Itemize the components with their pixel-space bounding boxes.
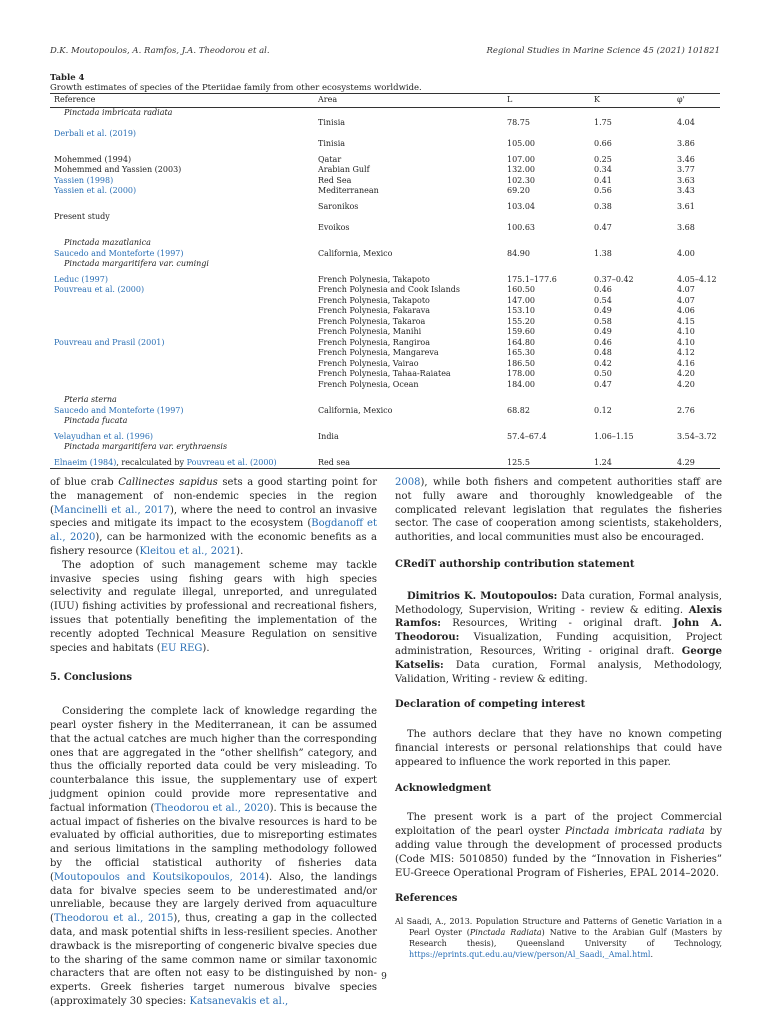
growth-table-wrapper — [50, 93, 720, 469]
cell-L: 186.50 — [507, 358, 535, 368]
cell-area: Red Sea — [318, 175, 352, 185]
cell-area: French Polynesia, Mangareva — [318, 348, 439, 357]
cell-L: 132.00 — [507, 165, 535, 174]
cell-reference — [50, 118, 314, 129]
species-name: Pinctada imbricata radiata — [64, 107, 173, 117]
cell-phi: 4.10 — [677, 337, 695, 347]
cell-phi: 4.04 — [677, 118, 695, 127]
cell-L: 84.90 — [507, 248, 530, 258]
paragraph: Considering the complete lack of knowledge regarding the pearl oyster fishery in the Mediterranean, it can be assumed that the actual catches are much higher than the corresponding ones that are aggregated in the “other shellfish” category, and thus the officially reported data could be very misleading. To counterbalance this issue, the supplementary use of expert judgment opinion could provide more representative and factual information (Theodorou et al., 2020). This is because the actual impact of fisheries on the bivalve resources is hard to be evaluated by official authorities, due to misreporting estimates and serious limitations in the sampling methodology followed by the official statistical authority of fisheries data (Moutopoulos and Koutsikopoulos, 2014). Also, the landings data for bivalve species seem to be underestimated and/or unreliable, because they are largely derived from aquaculture (Theodorou et al., 2015), thus, creating a gap in the collected data, and mask potential shifts in less-resilient species. Another drawback is the misreporting of congeneric bivalve species due to the sharing of the same common name or similar taxonomic characters that are often not easy to be distinguished by non-experts. Greek fisheries target numerous bivalve species (approximately 30 species: Katsanevakis et al., — [50, 706, 378, 1007]
section-heading-conclusions: 5. Conclusions — [50, 672, 132, 684]
cell-L — [503, 129, 590, 140]
cell-K: 0.34 — [594, 165, 612, 174]
table-label: Table 4 — [50, 73, 85, 83]
cell-phi — [673, 212, 720, 223]
cell-phi: 4.20 — [677, 369, 695, 378]
cell-phi: 3.54–3.72 — [677, 431, 717, 441]
cell-reference: Mohemmed (1994) — [54, 154, 132, 164]
cell-reference — [50, 380, 314, 391]
cell-K — [590, 129, 673, 140]
cell-reference[interactable]: Pouvreau et al. (2000) — [54, 285, 145, 294]
cell-reference[interactable]: Saucedo and Monteforte (1997) — [54, 405, 184, 415]
cell-area: French Polynesia, Fakarava — [318, 306, 431, 315]
cell-area: India — [318, 431, 339, 441]
cell-area: French Polynesia, Tahaa-Raiatea — [318, 369, 451, 378]
cell-K: 1.75 — [594, 118, 612, 127]
cell-reference — [50, 348, 314, 359]
cell-area: French Polynesia, Takaroa — [318, 316, 426, 326]
cell-phi: 4.15 — [677, 316, 695, 326]
section-heading-acknowledgment: Acknowledgment — [395, 782, 492, 794]
table-row — [50, 327, 720, 338]
cell-K: 0.50 — [594, 369, 612, 378]
cell-L: 164.80 — [507, 337, 535, 347]
cell-L: 178.00 — [507, 369, 535, 378]
table-species-row — [50, 416, 720, 427]
cell-reference: Mohemmed and Yassien (2003) — [54, 165, 182, 174]
cell-K: 0.25 — [594, 154, 612, 164]
cell-area: Red sea — [314, 458, 503, 469]
citation-link[interactable]: Kleitou et al., 2021 — [139, 545, 237, 557]
cell-K: 0.48 — [594, 348, 612, 357]
table-row — [50, 338, 720, 349]
cell-L: 153.10 — [507, 306, 535, 315]
cell-area: French Polynesia and Cook Islands — [318, 285, 460, 294]
cell-area: California, Mexico — [318, 405, 393, 415]
cell-K: 0.12 — [594, 405, 612, 415]
cell-reference — [50, 202, 314, 213]
cell-K: 1.24 — [590, 458, 673, 469]
cell-L: 107.00 — [507, 154, 535, 164]
cell-L: 78.75 — [507, 118, 530, 127]
growth-table — [50, 93, 720, 469]
table-row — [50, 432, 720, 443]
cell-area: French Polynesia, Manihi — [318, 327, 422, 336]
table-row — [50, 317, 720, 328]
paragraph: 2008), while both fishers and competent authorities staff are not fully aware and thoroughly knowledgeable of the complicated relevant legislation that regulates the fisheries sector. The case of cooperation among scientists, stakeholders, authorities, and local communities must also be encouraged. — [395, 477, 722, 544]
cell-phi: 4.06 — [677, 306, 695, 315]
cell-phi: 4.12 — [677, 348, 695, 357]
table-row — [50, 275, 720, 286]
cell-phi: 4.29 — [673, 458, 720, 469]
running-header-authors: D.K. Moutopoulos, A. Ramfos, J.A. Theodorou et al. — [50, 46, 270, 56]
cell-L: 160.50 — [507, 285, 535, 294]
table-row — [50, 212, 720, 223]
cell-phi: 3.68 — [677, 222, 695, 232]
cell-K: 0.49 — [594, 327, 612, 336]
cell-L: 102.30 — [507, 175, 535, 185]
col-header-reference: Reference — [50, 94, 314, 108]
cell-L: 147.00 — [507, 295, 535, 305]
citation-link[interactable]: Moutopoulos and Koutsikopoulos, 2014 — [53, 871, 266, 883]
species-name: Pinctada margaritifera var. cumingi — [64, 259, 209, 268]
cell-L: 125.5 — [503, 458, 590, 469]
table-header-row — [50, 94, 720, 108]
cell-phi: 4.00 — [677, 248, 695, 258]
table-row — [50, 306, 720, 317]
cell-area: California, Mexico — [318, 248, 393, 258]
citation-link[interactable]: Theodorou et al., 2015 — [53, 913, 174, 925]
cell-K: 0.38 — [594, 201, 612, 211]
table-row — [50, 359, 720, 370]
reference-url-link[interactable]: https://eprints.qut.edu.au/view/person/Al_Saadi,_Amal.html — [409, 950, 651, 960]
table-row — [50, 348, 720, 359]
col-header-L: L — [503, 94, 590, 108]
table-species-row — [50, 107, 720, 118]
reference-entry: Al Saadi, A., 2013. Population Structure and Patterns of Genetic Variation in a Pearl Oyster (Pinctada Radiata) Native to the Arabian Gulf (Masters by Research thesis), Queensland University of Technology, https://eprints.qut.edu.au/view/person/Al_Saadi,_Amal.html. — [395, 917, 722, 960]
table-row — [50, 176, 720, 187]
col-header-area: Area — [314, 94, 503, 108]
cell-L: 105.00 — [507, 139, 535, 148]
cell-L: 159.60 — [507, 327, 535, 336]
table-row — [50, 139, 720, 150]
cell-area: French Polynesia, Rangiroa — [318, 337, 431, 347]
cell-phi: 3.63 — [677, 175, 695, 185]
table-row — [50, 165, 720, 176]
cell-area: Saronikos — [318, 201, 359, 211]
cell-L: 184.00 — [507, 379, 535, 389]
citation-link[interactable]: Theodorou et al., 2020 — [154, 802, 270, 814]
cell-phi: 4.16 — [677, 358, 695, 368]
running-header-journal: Regional Studies in Marine Science 45 (2021) 101821 — [486, 46, 720, 56]
cell-K — [590, 212, 673, 223]
cell-K: 0.49 — [594, 306, 612, 315]
table-row — [50, 458, 720, 469]
col-header-phi: φ' — [673, 94, 720, 108]
citation-link[interactable]: Katsanevakis et al., — [189, 995, 289, 1007]
table-row — [50, 186, 720, 197]
table-species-row — [50, 259, 720, 270]
cell-K: 0.46 — [594, 337, 612, 347]
cell-phi: 4.20 — [677, 379, 695, 389]
cell-K: 0.41 — [594, 175, 612, 185]
cell-L — [503, 212, 590, 223]
citation-link[interactable]: Pouvreau et al. (2000) — [186, 457, 277, 467]
cell-area: French Polynesia, Ocean — [318, 379, 419, 389]
paragraph: The adoption of such management scheme may tackle invasive species using fishing gears with high species selectivity and regulate illegal, unreported, and unregulated (IUU) fishing activities by professional and recreational fishers, issues that potentially benefiting the implementation of the recently adopted Technical Measure Regulation on sensitive species and habitats (EU REG). — [50, 559, 377, 654]
cell-reference — [50, 223, 314, 234]
table-species-row — [50, 395, 720, 406]
cell-reference[interactable] — [50, 458, 314, 469]
col-header-K: K — [590, 94, 673, 108]
cell-L: 175.1–177.6 — [507, 274, 557, 284]
cell-reference — [50, 369, 314, 380]
cell-reference — [50, 317, 314, 328]
cell-area — [314, 212, 503, 223]
cell-L: 57.4–67.4 — [507, 431, 547, 441]
table-row — [50, 223, 720, 234]
citation-link[interactable]: Bogdanoff et al., 2020 — [50, 518, 377, 544]
cell-reference — [50, 306, 314, 317]
species-name: Pteria sterna — [64, 395, 117, 404]
cell-area: Arabian Gulf — [318, 165, 370, 174]
cell-K: 0.46 — [594, 285, 612, 294]
cell-L: 100.63 — [507, 222, 535, 232]
cell-K: 0.47 — [594, 222, 612, 232]
cell-reference — [50, 327, 314, 338]
species-name: Pinctada fucata — [64, 416, 128, 425]
section-heading-competing-interest: Declaration of competing interest — [395, 699, 586, 711]
cell-K: 0.56 — [594, 186, 612, 195]
paragraph: The present work is a part of the project Commercial exploitation of the pearl oyster Pinctada imbricata radiata by adding value through the development of processed products (Code MIS: 5010850) funded by the “Innovation in Fisheries” EU-Greece Operational Program of Fisheries, EPAL 2014–2020. — [395, 812, 722, 879]
cell-phi — [673, 129, 720, 140]
cell-phi: 3.77 — [677, 165, 695, 174]
citation-link[interactable]: Mancinelli et al., 2017 — [53, 504, 171, 516]
section-heading-credit: CRediT authorship contribution statement — [395, 558, 635, 570]
cell-K: 0.47 — [594, 379, 612, 389]
cell-L: 155.20 — [507, 316, 535, 326]
table-body — [50, 107, 720, 469]
cell-K: 0.66 — [594, 139, 612, 148]
citation-link[interactable]: EU REG — [160, 642, 203, 654]
table-row — [50, 118, 720, 129]
cell-L: 69.20 — [507, 186, 530, 195]
cell-phi: 3.46 — [677, 154, 695, 164]
paragraph: The authors declare that they have no known competing financial interests or personal relationships that could have appeared to influence the work reported in this paper. — [395, 729, 722, 768]
left-text-column — [50, 476, 377, 1009]
cell-L: 103.04 — [507, 201, 535, 211]
cell-K: 1.06–1.15 — [594, 431, 634, 441]
cell-K: 0.54 — [594, 295, 612, 305]
cell-reference: Present study — [54, 212, 110, 221]
table-row — [50, 296, 720, 307]
cell-reference[interactable]: Velayudhan et al. (1996) — [54, 431, 154, 441]
cell-area: French Polynesia, Takapoto — [318, 274, 430, 284]
cell-L: 68.82 — [507, 405, 530, 415]
cell-reference[interactable]: Leduc (1997) — [54, 274, 108, 284]
cell-L: 165.30 — [507, 348, 535, 357]
table-species-row — [50, 238, 720, 249]
cell-K: 1.38 — [594, 248, 612, 258]
cell-K: 0.58 — [594, 316, 612, 326]
table-row — [50, 129, 720, 140]
paragraph: of blue crab Callinectes sapidus sets a good starting point for the management of non-endemic species in the region (Mancinelli et al., 2017), where the need to control an invasive species and mitigate its impact to the ecosystem (Bogdanoff et al., 2020), can be harmonized with the economic benefits as a fishery resource (Kleitou et al., 2021). — [50, 477, 377, 557]
cell-area — [314, 129, 503, 140]
cell-K: 0.37–0.42 — [594, 274, 634, 284]
table-row — [50, 380, 720, 391]
cell-reference[interactable]: Pouvreau and Prasil (2001) — [54, 337, 165, 347]
cell-area: Tinisia — [318, 118, 346, 127]
right-text-column — [395, 476, 722, 960]
table-row — [50, 285, 720, 296]
cell-area: French Polynesia, Vairao — [318, 358, 419, 368]
citation-link[interactable]: Elnaeim (1984) — [54, 457, 117, 467]
table-row — [50, 406, 720, 417]
cell-area: French Polynesia, Takapoto — [318, 295, 430, 305]
cell-reference[interactable]: Yassien et al. (2000) — [54, 186, 137, 195]
section-heading-references: References — [395, 893, 458, 905]
cell-phi: 3.43 — [677, 186, 695, 195]
reference-text: , recalculated by — [116, 457, 187, 467]
cell-reference[interactable]: Saucedo and Monteforte (1997) — [54, 248, 184, 258]
cell-reference[interactable]: Yassien (1998) — [54, 175, 114, 185]
cell-reference[interactable]: Derbali et al. (2019) — [54, 128, 137, 138]
table-row — [50, 249, 720, 260]
species-name: Pinctada mazatlanica — [64, 238, 151, 247]
table-caption: Growth estimates of species of the Pteriidae family from other ecosystems worldwide. — [50, 83, 422, 93]
cell-phi: 3.61 — [677, 201, 695, 211]
cell-reference — [50, 359, 314, 370]
cell-phi: 4.07 — [677, 295, 695, 305]
cell-area: Qatar — [318, 154, 342, 164]
cell-area: Mediterranean — [318, 186, 379, 195]
table-species-row — [50, 442, 720, 453]
credit-statement: Dimitrios K. Moutopoulos: Data curation, Formal analysis, Methodology, Supervision, Writing - review & editing. Alexis Ramfos: Resources, Writing - original draft. John A. Theodorou: Visualization, Funding acquisition, Project administration, Resources, Writing - original draft. George Katselis: Data curation, Formal analysis, Methodology, Validation, Writing - review & editing. — [395, 590, 722, 685]
citation-link[interactable]: 2008 — [395, 477, 421, 488]
table-row — [50, 155, 720, 166]
cell-area: Evoikos — [318, 222, 350, 232]
cell-phi: 2.76 — [677, 405, 695, 415]
cell-K: 0.42 — [594, 358, 612, 368]
cell-reference — [50, 296, 314, 307]
cell-phi: 4.05–4.12 — [677, 274, 717, 284]
cell-phi: 3.86 — [677, 139, 695, 148]
cell-phi: 4.07 — [677, 285, 695, 294]
cell-phi: 4.10 — [677, 327, 695, 336]
table-row — [50, 202, 720, 213]
page-number: 9 — [381, 972, 387, 982]
table-row — [50, 369, 720, 380]
species-name: Pinctada margaritifera var. erythraensis — [64, 442, 228, 451]
cell-area: Tinisia — [318, 139, 346, 148]
cell-reference — [50, 139, 314, 150]
